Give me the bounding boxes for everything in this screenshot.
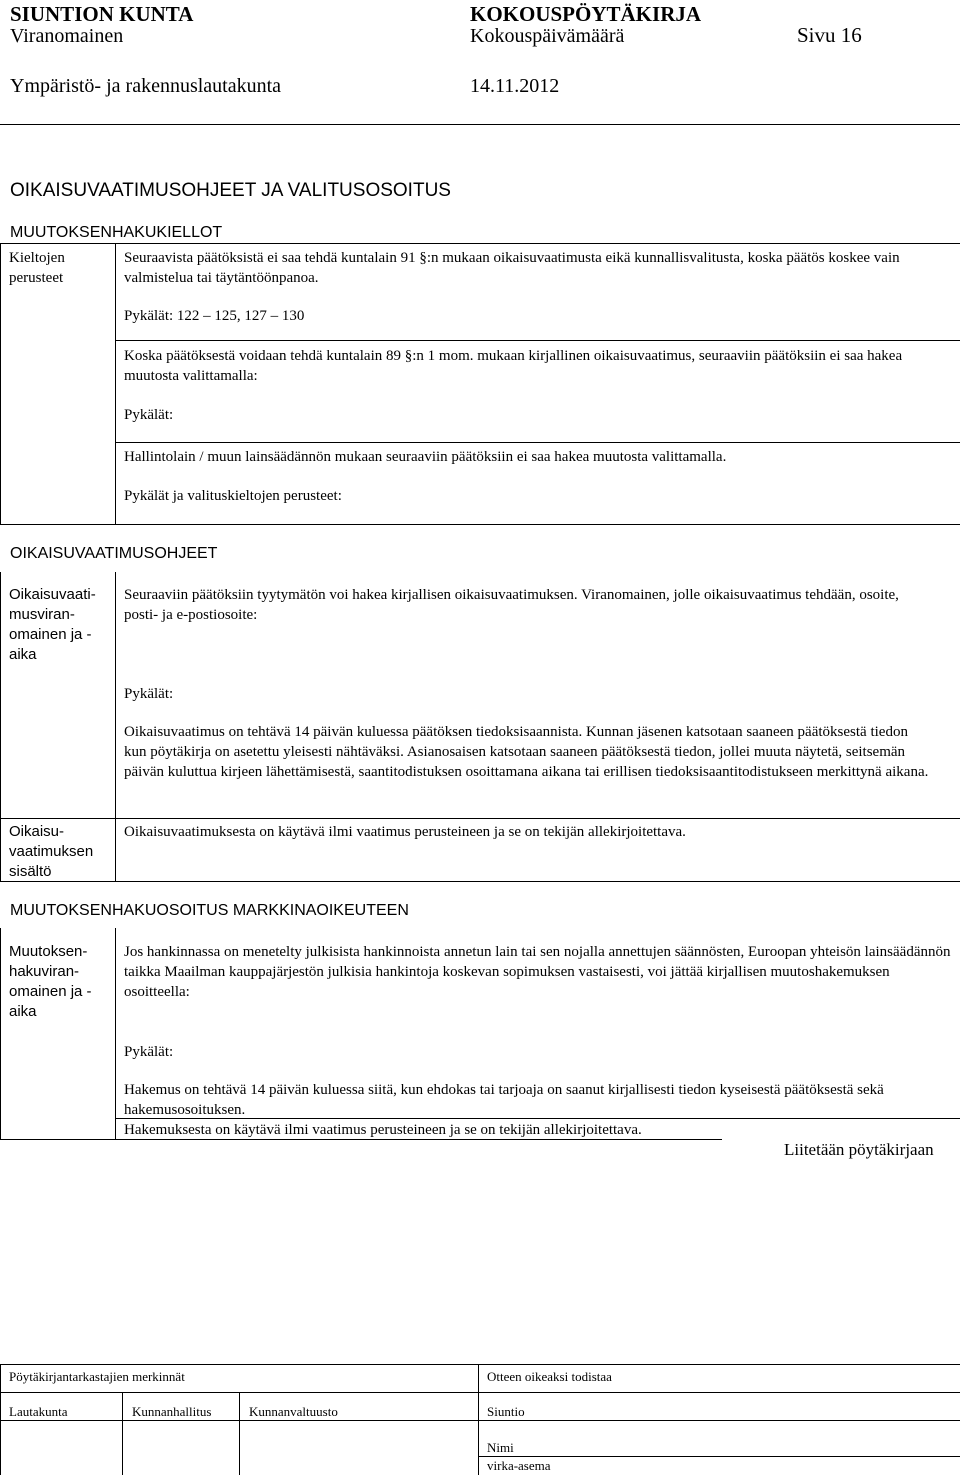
section3-column-divider <box>115 928 116 1140</box>
footer-top-rule <box>0 1364 960 1365</box>
organization-name: SIUNTION KUNTA <box>10 2 194 26</box>
document-type: KOKOUSPÖYTÄKIRJA <box>470 2 702 26</box>
section-heading-market-court: MUUTOKSENHAKUOSOITUS MARKKINAOIKEUTEEN <box>10 902 409 919</box>
section-heading-appeal-bans: MUUTOKSENHAKUKIELLOT <box>10 224 223 241</box>
section2-column-divider <box>115 572 116 882</box>
rectification-instructions: Seuraaviin päätöksiin tyytymätön voi hakea kirjallisen oikaisuvaatimuksen. Viranomainen, jolle oikaisuvaatimus tehdään, osoite, posti- ja e-postiosoite: <box>124 587 899 623</box>
footer-place: Siuntio <box>487 1404 525 1419</box>
section1-top-rule <box>0 243 960 244</box>
market-court-content: Hakemuksesta on käytävä ilmi vaatimus perusteineen ja se on tekijän allekirjoitettava. <box>124 1122 642 1138</box>
market-court-deadline: Hakemus on tehtävä 14 päivän kuluessa siitä, kun ehdokas tai tarjoaja on saanut kirjallisesti tiedon kyseisestä päätöksestä sekä hakemusosoituksen. <box>124 1082 884 1118</box>
footer-name-rule <box>478 1456 960 1457</box>
rectification-deadline: Oikaisuvaatimus on tehtävä 14 päivän kuluessa päätöksen tiedoksisaannista. Kunnan jäsenen katsotaan saaneen päätöksestä tiedon kun pöytäkirja on asetettu yleisesti nähtäväksi. Asianosaisen katsotaan saaneen päätöksestä tiedon, jollei muuta näytetä, seitsemän päivän kuluttua kirjeen lähettämisestä, saantitodistuksen osoittamana aikana tai erillisen tiedoksisaantitodistukseen merkittynä aikana. <box>124 724 929 780</box>
label-appeal-authority: Muutoksen-hakuviran-omainen ja - aika <box>9 943 92 1020</box>
market-court-sections: Pykälät: <box>124 1044 174 1060</box>
section1-left-border <box>0 243 1 525</box>
footer-name-label: Nimi <box>487 1440 514 1455</box>
certified-copy-label: Otteen oikeaksi todistaa <box>487 1369 612 1384</box>
section-heading-rectification: OIKAISUVAATIMUSOHJEET <box>10 545 218 562</box>
section2-left-border <box>0 572 1 882</box>
footer-board-label: Lautakunta <box>9 1404 68 1419</box>
attachment-note: Liitetään pöytäkirjaan <box>784 1140 934 1159</box>
label-rectification-authority: Oikaisuvaati-musviran-omainen ja - aika <box>9 586 96 663</box>
authority-label: Viranomainen <box>10 25 124 47</box>
rectification-content-text: Oikaisuvaatimuksesta on käytävä ilmi vaatimus perusteineen ja se on tekijän allekirjoitettava. <box>124 824 686 840</box>
no-appeal-sections: Pykälät: 122 – 125, 127 – 130 <box>124 308 305 324</box>
footer-council-label: Kunnanvaltuusto <box>249 1404 338 1419</box>
footer-col-divider-1 <box>122 1392 123 1475</box>
inspectors-notes-label: Pöytäkirjantarkastajien merkinnät <box>9 1369 185 1384</box>
authority-name: Ympäristö- ja rakennuslautakunta <box>10 75 282 97</box>
rectification-only-paragraph: Koska päätöksestä voidaan tehdä kuntalain 89 §:n 1 mom. mukaan kirjallinen oikaisuvaatimus, seuraaviin päätöksiin ei saa hakea muutosta valittamalla: <box>124 348 903 384</box>
no-appeal-paragraph: Seuraavista päätöksistä ei saa tehdä kuntalain 91 §:n mukaan oikaisuvaatimusta eikä kunnallisvalitusta, koska päätös koskee vain valmistelua tai täytäntöönpanoa. <box>124 250 900 286</box>
rectification-only-sections: Pykälät: <box>124 407 174 423</box>
section2-label-rule <box>0 818 115 819</box>
footer-title-label: virka-asema <box>487 1458 551 1473</box>
section2-content-rule <box>115 818 960 819</box>
page-title: OIKAISUVAATIMUSOHJEET JA VALITUSOSOITUS <box>10 180 451 201</box>
section1-bottom-rule <box>0 524 960 525</box>
section3-left-border <box>0 928 1 1140</box>
label-rectification-content: Oikaisu-vaatimuksen sisältö <box>9 823 94 880</box>
footer-col-divider-2 <box>239 1392 240 1475</box>
label-ban-grounds: Kieltojen perusteet <box>9 250 65 286</box>
section1-row-rule-2 <box>115 442 960 443</box>
market-court-instructions: Jos hankinnassa on menetelty julkisista hankinnoista annetun lain tai sen nojalla annettujen säännösten, Euroopan yhteisön lainsäädännön taikka Maailman kauppajärjestön julkisia hankintoja koskevan sopimuksen vastaisesti, voi jättää kirjallisen muutoshakemuksen osoitteella: <box>124 944 951 1000</box>
footer-row-rule-2 <box>0 1420 960 1421</box>
other-law-sections: Pykälät ja valituskieltojen perusteet: <box>124 488 342 504</box>
rectification-sections: Pykälät: <box>124 686 174 702</box>
meeting-date-label: Kokouspäivämäärä <box>470 25 625 47</box>
header-rule <box>0 124 960 125</box>
footer-municipal-board-label: Kunnanhallitus <box>132 1404 212 1419</box>
page-number: Sivu 16 <box>797 23 862 47</box>
section2-bottom-rule <box>0 881 960 882</box>
other-law-paragraph: Hallintolain / muun lainsäädännön mukaan seuraaviin päätöksiin ei saa hakea muutosta valittamalla. <box>124 449 727 465</box>
meeting-date: 14.11.2012 <box>470 75 560 97</box>
section1-row-rule-1 <box>115 340 960 341</box>
section1-column-divider <box>115 243 116 525</box>
footer-row-rule-1 <box>0 1392 960 1393</box>
